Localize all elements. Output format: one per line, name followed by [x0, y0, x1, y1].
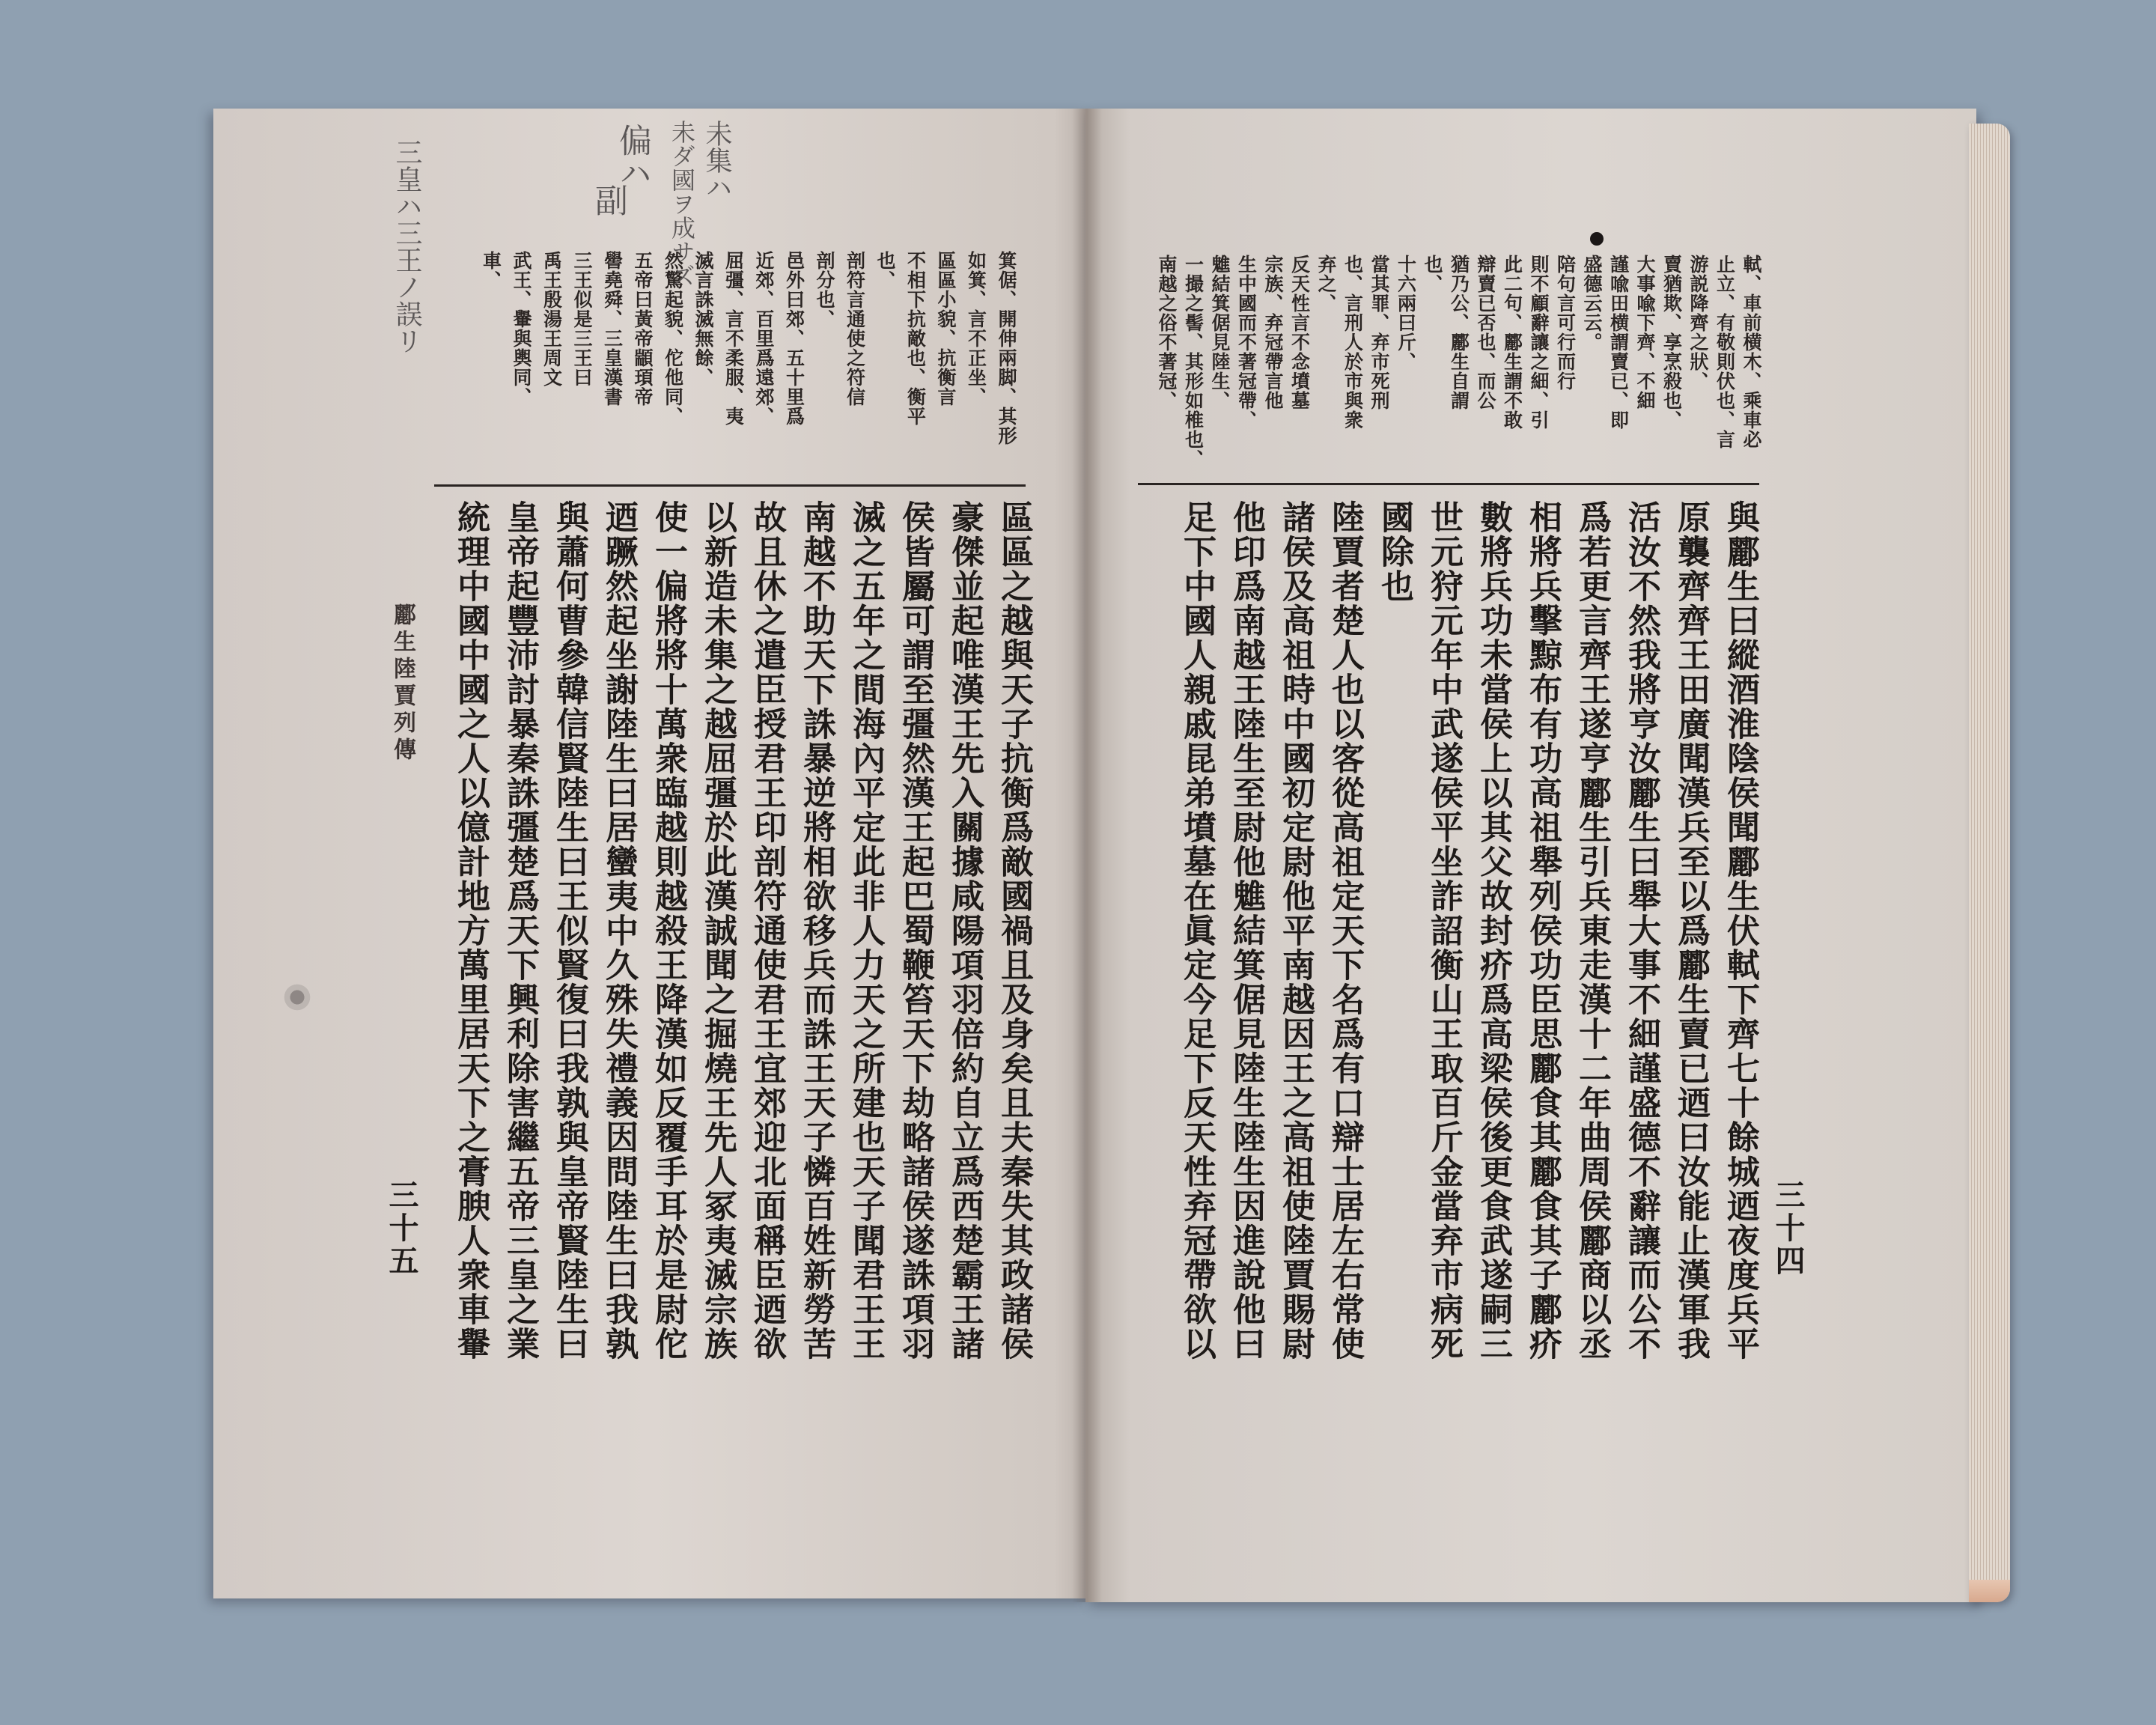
commentary-column: 近郊、百里爲遠郊、 — [753, 251, 775, 426]
main-text-column: 足下中國人親戚昆弟墳墓在眞定今足下反天性弃冠帶欲以 — [1178, 500, 1216, 1361]
handwritten-note-3: 偏ハ — [613, 124, 651, 189]
commentary-column: 箕倨、開伸兩脚、其形 — [996, 251, 1017, 445]
commentary-column: 謹喩田横謂賣已、即 — [1607, 255, 1630, 430]
commentary-column: 賣猶欺、享烹殺也、 — [1660, 255, 1683, 430]
main-text-column: 諸侯及高祖時中國初定尉他平南越因王之高祖使陸賈賜尉 — [1276, 500, 1315, 1361]
commentary-column: 車、 — [480, 251, 502, 290]
main-text-column: 世元狩元年中武遂侯平坐詐詔衡山王取百斤金當弃市病死 — [1425, 500, 1463, 1361]
main-text-column: 侯皆屬可謂至彊然漢王起巴蜀鞭笞天下劫略諸侯遂誅項羽 — [896, 500, 934, 1361]
commentary-column: 剖符言通使之符信 — [844, 251, 866, 407]
commentary-column: 屈彊、言不柔服、夷 — [722, 251, 745, 426]
main-text-column: 與酈生曰縱酒淮陰侯聞酈生伏軾下齊七十餘城迺夜度兵平 — [1721, 500, 1759, 1361]
commentary-column: 也、言刑人於市與衆 — [1342, 255, 1364, 430]
library-stamp — [281, 981, 314, 1014]
handwritten-note-1: 未集ハ — [701, 120, 732, 201]
commentary-column: 止立、有敬則伏也、言 — [1714, 255, 1736, 449]
main-text-column: 使一偏將將十萬衆臨越則越殺王降漢如反覆手耳於是尉佗 — [649, 500, 687, 1361]
main-text-column: 統理中國中國之人以億計地方萬里居天下之膏腴人衆車轝 — [451, 500, 490, 1361]
handwritten-note-4: 副 — [589, 183, 627, 216]
commentary-column: 弃之、 — [1315, 255, 1337, 313]
main-text-column: 數將兵功未當侯上以其父故封疥爲高梁侯後更食武遂嗣三 — [1474, 500, 1512, 1361]
handwritten-note-2: 未ダ國ヲ成サズ — [668, 120, 696, 288]
commentary-column: 南越之俗不著冠、 — [1156, 255, 1178, 410]
commentary-column: 軾、車前横木、乘車必 — [1741, 255, 1762, 449]
main-text-column: 爲若更言齊王遂亨酈生引兵東走漢十二年曲周侯酈商以丞 — [1573, 500, 1611, 1361]
commentary-column: 辯賣已否也、而公 — [1475, 255, 1496, 410]
commentary-column: 禹王殷湯王周文 — [540, 251, 563, 387]
main-text-column: 以新造未集之越屈彊於此漢誠聞之掘燒王先人冢夷滅宗族 — [698, 500, 737, 1361]
handwritten-note-5: 三皇ハ三王ノ誤リ — [392, 139, 422, 354]
commentary-column: 反天性言不念墳墓 — [1288, 255, 1311, 410]
main-text-column: 皇帝起豐沛討暴秦誅彊楚爲天下興利除害繼五帝三皇之業 — [501, 500, 539, 1361]
commentary-column: 然驚起貌、佗他同、 — [662, 251, 684, 426]
commentary-column: 也、 — [1422, 255, 1443, 293]
commentary-column: 宗族、弃冠帶言他 — [1262, 255, 1284, 410]
main-text-column: 區區之越與天子抗衡爲敵國禍且及身矣且夫秦失其政諸侯 — [995, 500, 1033, 1361]
commentary-column: 大事喩下齊、不細 — [1634, 255, 1656, 410]
commentary-column: 魋結箕倨見陸生、 — [1209, 255, 1231, 410]
commentary-column: 游説降齊之狀、 — [1687, 255, 1709, 391]
commentary-column: 武王、轝與輿同、 — [511, 251, 532, 407]
commentary-column: 五帝曰黃帝顓頊帝 — [632, 251, 654, 407]
main-text-column: 故且休之遣臣授君王印剖符通使君王宜郊迎北面稱臣迺欲 — [748, 500, 786, 1361]
commentary-column: 當其罪、弃市死刑 — [1368, 255, 1390, 410]
left-page-note-rule — [434, 484, 1026, 487]
running-head: 酈生陸賈列傳 — [389, 603, 415, 764]
print-dot — [1590, 232, 1604, 246]
commentary-column: 則不顧辭讓之細、引 — [1528, 255, 1550, 430]
commentary-column: 剖分也、 — [814, 251, 835, 329]
right-page-number: 三十四 — [1770, 1179, 1806, 1278]
main-text-column: 他印爲南越王陸生至尉他魋結箕倨見陸生陸生因進說他曰 — [1227, 500, 1265, 1361]
commentary-column: 區區小貌、抗衡言 — [935, 251, 957, 407]
commentary-column: 猶乃公、酈生自謂 — [1448, 255, 1470, 410]
main-text-column: 滅之五年之間海內平定此非人力天之所建也天子聞君王王 — [847, 500, 885, 1361]
commentary-column: 生中國而不著冠帶、 — [1235, 255, 1258, 430]
commentary-column: 十六兩曰斤、 — [1395, 255, 1417, 371]
commentary-column: 此二句、酈生謂不敢 — [1501, 255, 1523, 430]
main-text-column: 迺蹶然起坐謝陸生曰居蠻夷中久殊失禮義因問陸生曰我孰 — [600, 500, 638, 1361]
book-gutter — [1072, 109, 1102, 1602]
main-text-column: 陸賈者楚人也以客從高祖定天下名爲有口辯士居左右常使 — [1326, 500, 1364, 1361]
commentary-column: 不相下抗敵也、衡平 — [904, 251, 927, 426]
main-text-column: 南越不助天下誅暴逆將相欲移兵而誅王天子憐百姓新勞苦 — [797, 500, 835, 1361]
main-text-column: 相將兵擊黥布有功高祖舉列侯功臣思酈食其酈食其子酈疥 — [1523, 500, 1562, 1361]
commentary-column: 一撮之髻、其形如椎也、 — [1182, 255, 1205, 469]
commentary-column: 滅言誅滅無餘、 — [692, 251, 714, 387]
commentary-column: 陪句言可行而行 — [1554, 255, 1577, 391]
left-page-number: 三十五 — [384, 1179, 419, 1278]
main-text-column: 與蕭何曹參韓信賢陸生曰王似賢復曰我孰與皇帝賢陸生曰 — [550, 500, 588, 1361]
main-text-column: 國除也 — [1375, 500, 1413, 603]
commentary-column: 如箕、言不正坐、 — [965, 251, 987, 407]
main-text-column: 原襲齊齊王田廣聞漢兵至以爲酈生賣已迺曰汝能止漢軍我 — [1672, 500, 1710, 1361]
commentary-column: 邑外曰郊、五十里爲 — [783, 251, 806, 426]
page-edges — [1969, 124, 2010, 1602]
commentary-column: 三王似是三王曰 — [571, 251, 593, 387]
commentary-column: 也、 — [874, 251, 896, 290]
right-page-note-rule — [1138, 483, 1759, 485]
main-text-column: 豪傑並起唯漢王先入關據咸陽項羽倍約自立爲西楚霸王諸 — [945, 500, 984, 1361]
commentary-column: 嚳堯舜、三皇漢書 — [601, 251, 624, 407]
main-text-column: 活汝不然我將亨汝酈生曰舉大事不細謹盛德不辭讓而公不 — [1622, 500, 1660, 1361]
commentary-column: 盛德云云。 — [1581, 255, 1603, 352]
